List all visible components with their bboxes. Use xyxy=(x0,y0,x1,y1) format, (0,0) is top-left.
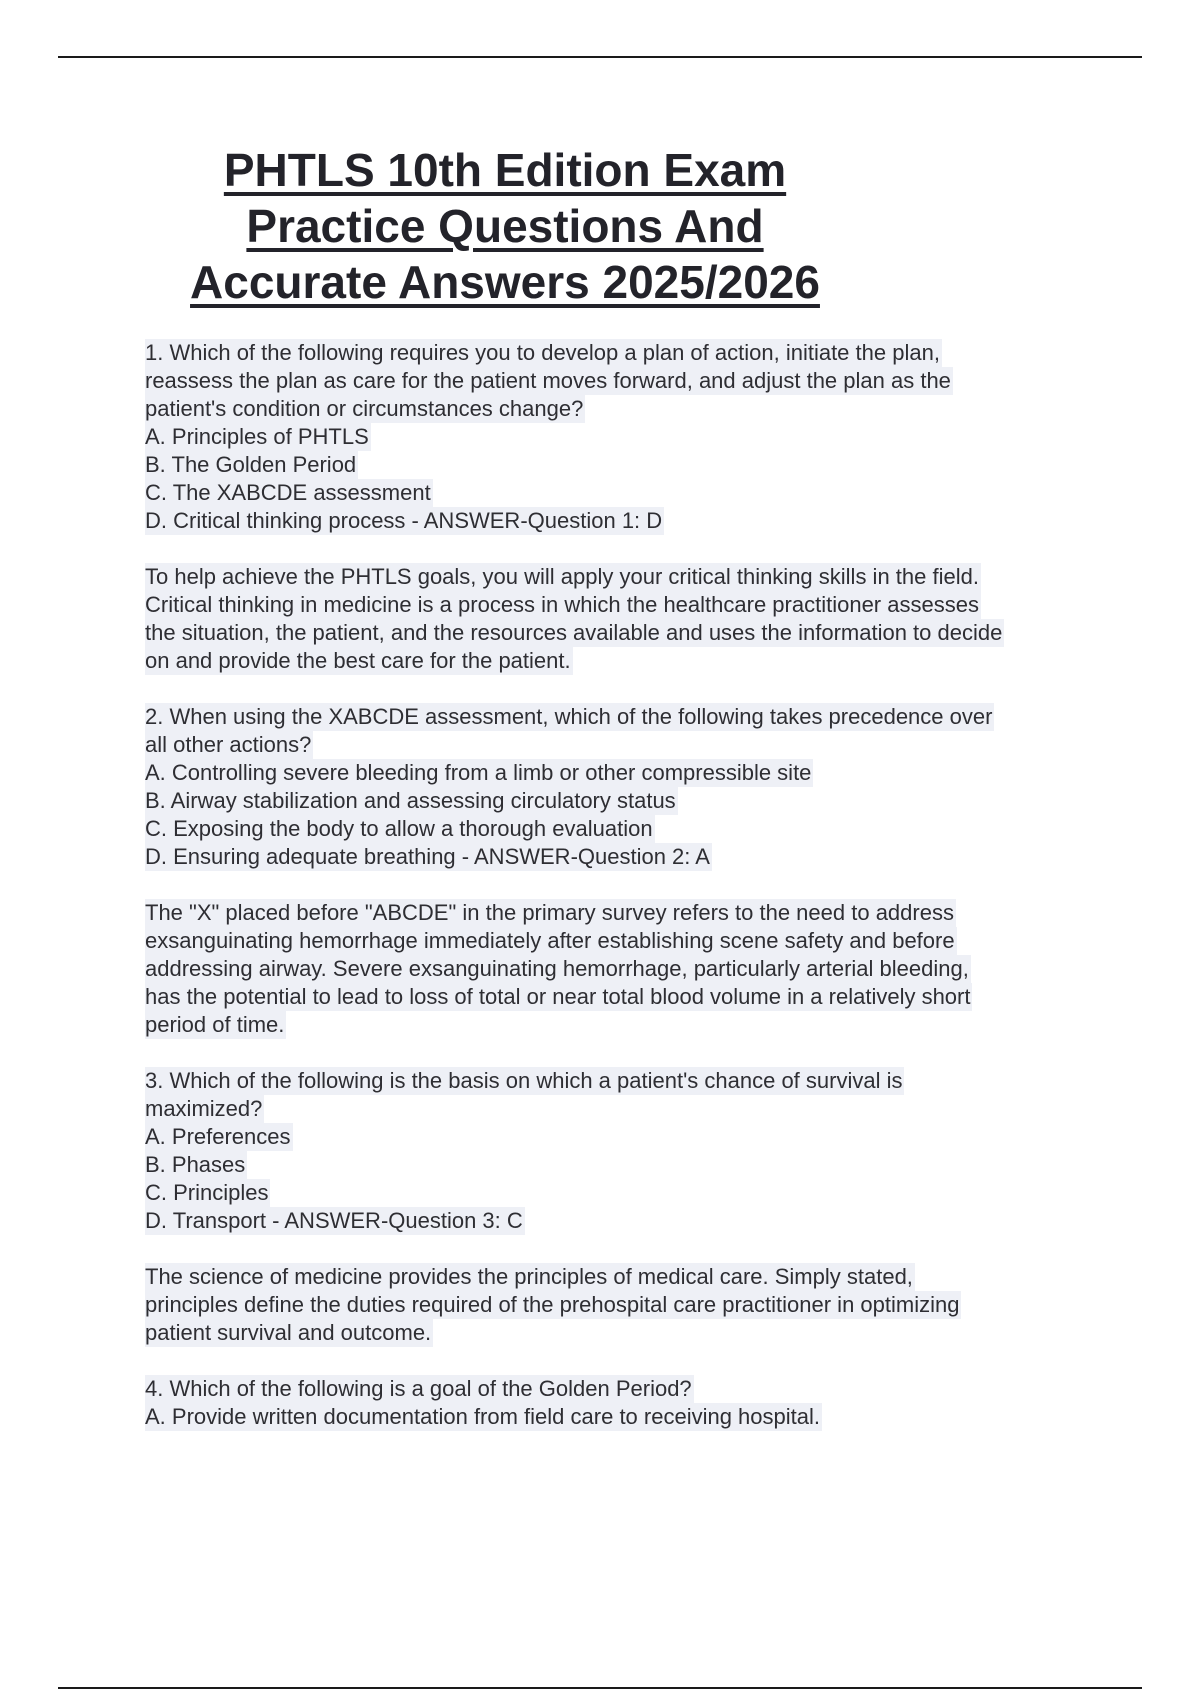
question-stem-line: 2. When using the XABCDE assessment, which of the following takes precedence over xyxy=(145,704,993,729)
question-4 xyxy=(145,1375,1145,1431)
document-body xyxy=(145,339,1145,1459)
explanation-line: addressing airway. Severe exsanguinating hemorrhage, particularly arterial bleeding, xyxy=(145,956,969,981)
answer-option: C. The XABCDE assessment xyxy=(145,480,431,505)
question-stem-line: all other actions? xyxy=(145,732,312,757)
question-stem-line: 4. Which of the following is a goal of the Golden Period? xyxy=(145,1376,692,1401)
question-1 xyxy=(145,339,1145,535)
explanation-line: Critical thinking in medicine is a process in which the healthcare practitioner assesses xyxy=(145,592,979,617)
question-stem-line: patient's condition or circumstances change? xyxy=(145,396,584,421)
explanation-line: The science of medicine provides the principles of medical care. Simply stated, xyxy=(145,1264,913,1289)
explanation-line: period of time. xyxy=(145,1012,285,1037)
footer-rule xyxy=(58,1687,1142,1689)
explanation-line: has the potential to lead to loss of total or near total blood volume in a relatively short xyxy=(145,984,971,1009)
explanation-2 xyxy=(145,899,1145,1039)
explanation-line: patient survival and outcome. xyxy=(145,1320,432,1345)
answer-option-with-key: D. Transport - ANSWER-Question 3: C xyxy=(145,1208,523,1233)
answer-option: B. The Golden Period xyxy=(145,452,357,477)
question-stem-line: maximized? xyxy=(145,1096,263,1121)
explanation-3 xyxy=(145,1263,1145,1347)
answer-option: C. Exposing the body to allow a thorough evaluation xyxy=(145,816,653,841)
explanation-line: principles define the duties required of the prehospital care practitioner in optimizing xyxy=(145,1292,960,1317)
header-rule xyxy=(58,56,1142,58)
document-title xyxy=(145,142,865,310)
question-stem-line: 3. Which of the following is the basis on which a patient's chance of survival is xyxy=(145,1068,903,1093)
question-3 xyxy=(145,1067,1145,1235)
explanation-line: To help achieve the PHTLS goals, you will apply your critical thinking skills in the field. xyxy=(145,564,979,589)
question-2 xyxy=(145,703,1145,871)
answer-option: A. Controlling severe bleeding from a limb or other compressible site xyxy=(145,760,812,785)
answer-option-with-key: D. Ensuring adequate breathing - ANSWER-Question 2: A xyxy=(145,844,710,869)
explanation-line: The "X" placed before "ABCDE" in the primary survey refers to the need to address xyxy=(145,900,954,925)
answer-option: A. Preferences xyxy=(145,1124,291,1149)
answer-option: A. Provide written documentation from field care to receiving hospital. xyxy=(145,1404,820,1429)
answer-option: A. Principles of PHTLS xyxy=(145,424,369,449)
explanation-1 xyxy=(145,563,1145,675)
answer-option-with-key: D. Critical thinking process - ANSWER-Question 1: D xyxy=(145,508,663,533)
explanation-line: the situation, the patient, and the resources available and uses the information to decide xyxy=(145,620,1003,645)
explanation-line: exsanguinating hemorrhage immediately after establishing scene safety and before xyxy=(145,928,955,953)
question-stem-line: 1. Which of the following requires you to develop a plan of action, initiate the plan, xyxy=(145,340,940,365)
title-line: PHTLS 10th Edition Exam xyxy=(223,144,787,196)
answer-option: B. Airway stabilization and assessing circulatory status xyxy=(145,788,676,813)
title-line: Practice Questions And xyxy=(246,200,764,252)
answer-option: C. Principles xyxy=(145,1180,269,1205)
question-stem-line: reassess the plan as care for the patient moves forward, and adjust the plan as the xyxy=(145,368,951,393)
answer-option: B. Phases xyxy=(145,1152,246,1177)
explanation-line: on and provide the best care for the patient. xyxy=(145,648,571,673)
title-line: Accurate Answers 2025/2026 xyxy=(190,256,820,308)
